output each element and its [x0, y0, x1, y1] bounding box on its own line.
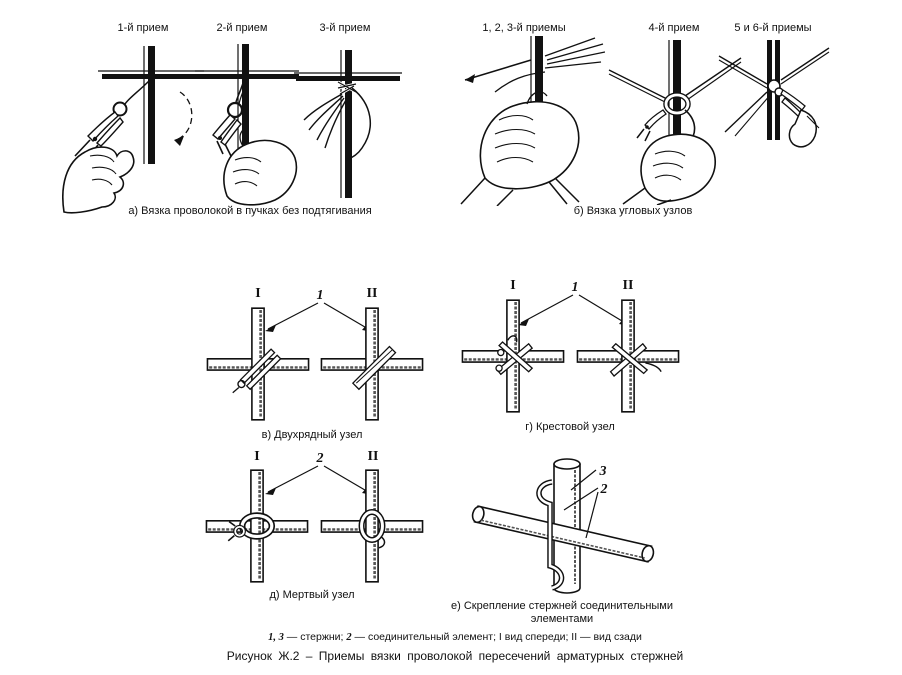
- illustration-corner-steps123: [455, 36, 605, 206]
- cross-krestovoy-back: [573, 295, 683, 417]
- caption-b: б) Вязка угловых узлов: [573, 205, 693, 217]
- caption-d: д) Мертвый узел: [269, 589, 355, 601]
- figure-title: Рисунок Ж.2 – Приемы вязки проволокой пересечений арматурных стержней: [226, 649, 684, 663]
- view-label-g-II: II: [622, 278, 634, 293]
- panel-label-b1: 1, 2, 3-й приемы: [482, 22, 566, 34]
- ref-label-e2: 2: [600, 482, 608, 497]
- legend-text-2: — соединительный элемент; I вид спереди; II — вид сзади: [351, 631, 642, 643]
- panel-label-b2: 4-й прием: [648, 22, 700, 34]
- view-label-d-II: II: [367, 449, 379, 464]
- view-label-g-I: I: [510, 278, 516, 293]
- cross-dvuhryadny-front: [203, 303, 313, 425]
- caption-e-line2: элементами: [530, 613, 594, 625]
- illustration-tying-step2: [187, 44, 303, 206]
- illustration-corner-steps56: [715, 40, 833, 170]
- illustration-tying-step3: [288, 50, 406, 200]
- panel-label-a1: 1-й прием: [117, 22, 169, 34]
- panel-label-b3: 5 и 6-й приемы: [734, 22, 812, 34]
- view-label-v-I: I: [255, 286, 261, 301]
- legend-text-1: — стержни;: [283, 631, 347, 643]
- cross-mertvy-back: [317, 465, 427, 587]
- cross-dvuhryadny-back: [317, 303, 427, 425]
- panel-label-a3: 3-й прием: [319, 22, 371, 34]
- view-label-v-II: II: [366, 286, 378, 301]
- caption-v: в) Двухрядный узел: [261, 429, 363, 441]
- ref-label-d: 2: [316, 451, 324, 466]
- panel-label-a2: 2-й прием: [216, 22, 268, 34]
- cross-mertvy-front: [202, 465, 312, 587]
- legend-italic-13: 1, 3: [268, 632, 284, 643]
- caption-a: а) Вязка проволокой в пучках без подтягивания: [128, 205, 372, 217]
- caption-e-line1: е) Скрепление стержней соединительными: [450, 600, 674, 612]
- figure-legend: [5, 631, 902, 643]
- ref-label-g: 1: [571, 280, 579, 295]
- legend-italic-2: 2: [346, 632, 352, 643]
- ref-label-v: 1: [316, 288, 324, 303]
- cross-krestovoy-front: [458, 295, 568, 417]
- caption-g: г) Крестовой узел: [525, 421, 615, 433]
- illustration-connector-elements: [468, 448, 658, 598]
- ref-label-e3: 3: [599, 464, 607, 479]
- view-label-d-I: I: [254, 449, 260, 464]
